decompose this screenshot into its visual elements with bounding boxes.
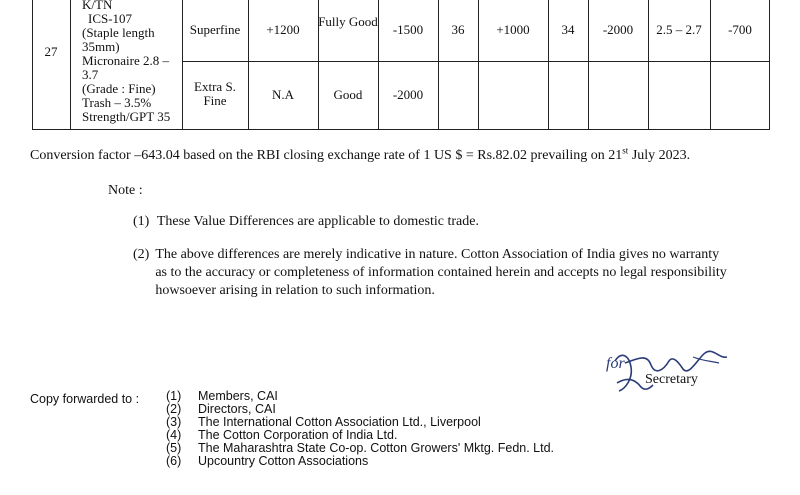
mic-cell: 2.5 – 2.7	[656, 22, 702, 37]
diff2-cell: -1500	[392, 22, 424, 37]
copy-item-num: (3)	[166, 415, 182, 429]
col-sep	[378, 0, 379, 130]
table-border-bottom	[32, 129, 770, 130]
note-item-num: (1)	[133, 214, 150, 229]
grade2-cell: Fully Good	[318, 14, 378, 29]
row-number: 27	[44, 44, 58, 59]
staple2-cell: 34	[561, 22, 575, 37]
note-item-1	[133, 213, 783, 231]
copy-item-num: (6)	[166, 454, 182, 468]
value-differences-table	[32, 0, 770, 130]
col-sep	[438, 0, 439, 130]
signature-for: for	[606, 355, 625, 372]
variety-line: ICS-107	[88, 11, 133, 26]
col-sep	[548, 0, 549, 130]
table-border-right	[769, 0, 770, 130]
note-heading: Note :	[108, 183, 143, 198]
staple2-diff-cell: -2000	[602, 22, 634, 37]
col-sep	[248, 0, 249, 130]
variety-line: Trash – 3.5%	[82, 95, 152, 110]
mic-diff-cell: -700	[728, 22, 752, 37]
premium-cell: N.A	[271, 87, 295, 102]
copy-item-text: The Cotton Corporation of India Ltd.	[198, 428, 398, 442]
note-item-line: The above differences are merely indicative in nature. Cotton Association of India gives no warranty	[155, 247, 720, 262]
note-item-num: (2)	[133, 247, 150, 262]
copy-item-text: The Maharashtra State Co-op. Cotton Growers' Mktg. Fedn. Ltd.	[198, 441, 555, 455]
col-sep	[648, 0, 649, 130]
variety-line: Strength/GPT 35	[82, 109, 171, 124]
conversion-suffix: July 2023.	[628, 148, 691, 163]
note-item-line: howsoever arising in relation to such information.	[155, 283, 435, 298]
grade2-cell: Good	[333, 87, 363, 102]
staple-diff-cell: +1000	[496, 22, 530, 37]
subrow-sep	[182, 61, 770, 62]
diff2-cell: -2000	[392, 87, 424, 102]
grade-cell: Superfine	[189, 22, 241, 37]
conversion-factor-line	[30, 147, 790, 165]
col-sep	[182, 0, 183, 130]
variety-line: (Grade : Fine)	[82, 81, 156, 96]
copy-item-text: Directors, CAI	[198, 402, 276, 416]
col-sep	[588, 0, 589, 130]
variety-line: 3.7	[82, 67, 99, 82]
variety-line: 35mm)	[82, 39, 120, 54]
col-sep	[478, 0, 479, 130]
grade-cell: Extra S. Fine	[194, 79, 236, 108]
copy-item-num: (1)	[166, 389, 182, 403]
col-sep	[710, 0, 711, 130]
copy-forwarded-list	[166, 390, 586, 468]
variety-description	[82, 0, 182, 124]
conversion-prefix: Conversion factor –643.04 based on the RBI closing exchange rate of 1 US $ = Rs.82.02 prevailing on 21	[30, 148, 623, 163]
copy-item-text: Members, CAI	[198, 389, 278, 403]
premium-cell: +1200	[266, 22, 300, 37]
staple-cell: 36	[451, 22, 465, 37]
note-item-line: as to the accuracy or completeness of information contained herein and accepts no legal responsibility	[155, 265, 727, 280]
copy-forwarded-label: Copy forwarded to :	[30, 392, 140, 406]
copy-item-text: The International Cotton Association Ltd., Liverpool	[198, 415, 481, 429]
variety-line: (Staple length	[82, 25, 155, 40]
conversion-sup: st	[622, 145, 629, 156]
col-sep	[70, 0, 71, 130]
variety-line: Micronaire 2.8 –	[82, 53, 170, 68]
note-item-2	[133, 246, 793, 300]
copy-item-num: (5)	[166, 441, 182, 455]
variety-line: K/TN	[82, 0, 113, 12]
note-item-text: These Value Differences are applicable to domestic trade.	[156, 214, 479, 229]
table-border-left	[32, 0, 33, 130]
copy-item-num: (2)	[166, 402, 182, 416]
copy-item-num: (4)	[166, 428, 182, 442]
copy-item-text: Upcountry Cotton Associations	[198, 454, 369, 468]
signature-title: Secretary	[645, 372, 698, 387]
copy-forwarded-item	[166, 455, 586, 468]
